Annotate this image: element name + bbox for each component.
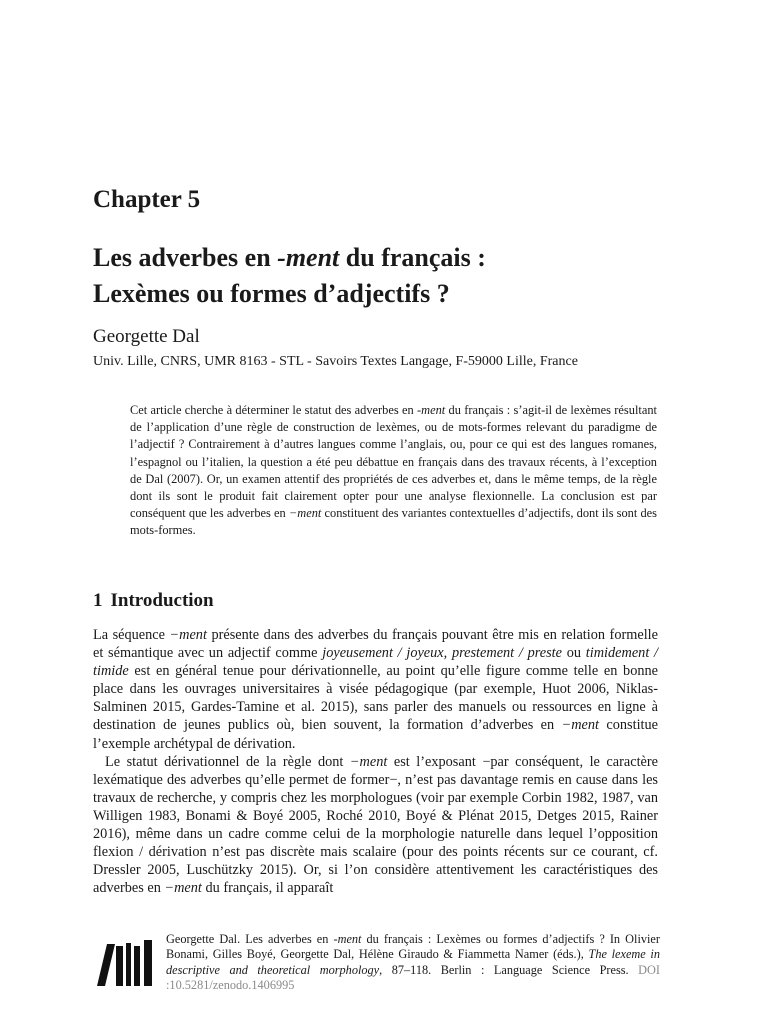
- p1-italic-4: −ment: [561, 717, 600, 734]
- p2-text-3: du français, il apparaît: [201, 880, 334, 897]
- abstract-text-2: du français : s’agit-il de lexèmes résultant de l’application d’une règle de construction de lexèmes, ou de mots-formes relevant du paradigme de l’adjectif ? Contrairement à d’autres langues comme l’anglais, ou, pour ce qui est des langues romanes, l’espagnol ou l’italien, la question a été peu débattue en français dans des travaux récents, à l’exception de Dal (2007). Or, un examen attentif des propriétés de ces adverbes et, dans le même temps, de la règle dont ils sont le produit fait clairement opter pour une analyse flexionnelle. La conclusion est par conséquent que les adverbes en: [130, 403, 657, 521]
- logo-bar-4: [144, 940, 152, 986]
- section-number: 1: [93, 590, 103, 611]
- author-affiliation: Univ. Lille, CNRS, UMR 8163 - STL - Savoirs Textes Langage, F-59000 Lille, France: [93, 354, 578, 369]
- p2-text-1: Le statut dérivationnel de la règle dont: [105, 753, 350, 770]
- title-line-2: Lexèmes ou formes d’adjectifs ?: [93, 279, 450, 308]
- p2-italic-1: −ment: [349, 753, 388, 770]
- abstract-italic-2: −ment: [288, 506, 322, 521]
- p1-italic-1: −ment: [169, 627, 207, 643]
- chapter-label: Chapter 5: [93, 186, 201, 213]
- p2-text-2: est l’exposant −par conséquent, le caractère lexématique des adverbes qu’elle permet de former−, n’est pas davantage remis en cause dans les travaux de recherche, y compris chez les morphologues (voir par exemple Corbin 1982, 1987, van Willigen 1983, Bonami & Boyé 2005, Roché 2010, Boyé & Plénat 2015, Detges 2015, Rainer 2016), même dans un cadre comme celui de la morphologie naturelle dans lequel l’opposition flexion / dérivation n’est pas discrète mais scalaire (pour des points récents sur ce courant, cf. Dressler 2005, Luschützky 2015). Or, si l’on considère attentivement les caractéristiques des adverbes en: [93, 753, 658, 897]
- abstract: [130, 402, 657, 540]
- title-text-1: Les adverbes en: [93, 243, 278, 272]
- citation-italic-1: -ment: [333, 932, 362, 946]
- paragraph-2: [93, 753, 658, 898]
- p1-text-4: est en général tenue pour dérivationnelle, au point qu’elle figure comme telle en bonne place dans les ouvrages universitaires à visée pédagogique (par exemple, Huot 2006, Niklas-Salminen 2015, Gardes-Tamine et al. 2015), sans parler des manuels ou ressources en ligne à destination de jeunes publics où, bien souvent, la formation d’adverbes en: [93, 663, 658, 734]
- citation-text-3: , 87–118. Berlin : Language Science Press.: [379, 962, 639, 977]
- p1-text-5: constitue l’exemple archétypal de dérivation.: [93, 717, 659, 752]
- abstract-italic-1: -ment: [417, 403, 446, 417]
- citation-block: [166, 932, 660, 994]
- doi-link[interactable]: DOI :10.5281/zenodo.1406995: [166, 962, 660, 993]
- p1-italic-3: timidement / timide: [93, 645, 658, 680]
- logo-bar-3: [134, 946, 140, 986]
- body-text: [93, 626, 658, 897]
- section-heading: [93, 590, 214, 612]
- language-science-press-logo: [95, 940, 157, 986]
- logo-slanted-bar: [97, 944, 115, 986]
- p2-italic-2: −ment: [164, 880, 202, 897]
- paragraph-1: [93, 626, 658, 753]
- title-text-2: du français :: [339, 243, 486, 272]
- logo-bar-1: [116, 946, 123, 986]
- abstract-text-1: Cet article cherche à déterminer le statut des adverbes en: [130, 403, 418, 417]
- p1-text-3: ou: [562, 645, 586, 662]
- chapter-title: [93, 240, 713, 312]
- citation-text-2: du français : Lexèmes ou formes d’adjectifs ? In Olivier Bonami, Gilles Boyé, Georgette Dal, Hélène Giraudo & Fiammetta Namer (éds.),: [166, 932, 660, 962]
- title-italic-suffix: -ment: [277, 243, 340, 272]
- citation-book-title: The lexeme in descriptive and theoretical morphology: [166, 947, 660, 977]
- abstract-text-3: constituent des variantes contextuelles d’adjectifs, dont ils sont des mots-formes.: [130, 506, 657, 538]
- section-title: Introduction: [110, 590, 214, 611]
- p1-text-2: présente dans des adverbes du français pouvant être mis en relation formelle et sémantique avec un adjectif comme: [93, 627, 658, 662]
- author-name: Georgette Dal: [93, 326, 200, 347]
- citation-text-1: Georgette Dal. Les adverbes en: [166, 932, 334, 946]
- logo-bar-2: [126, 943, 131, 986]
- p1-text-1: La séquence: [93, 627, 170, 643]
- p1-italic-2: joyeusement / joyeux, prestement / preste: [322, 645, 562, 662]
